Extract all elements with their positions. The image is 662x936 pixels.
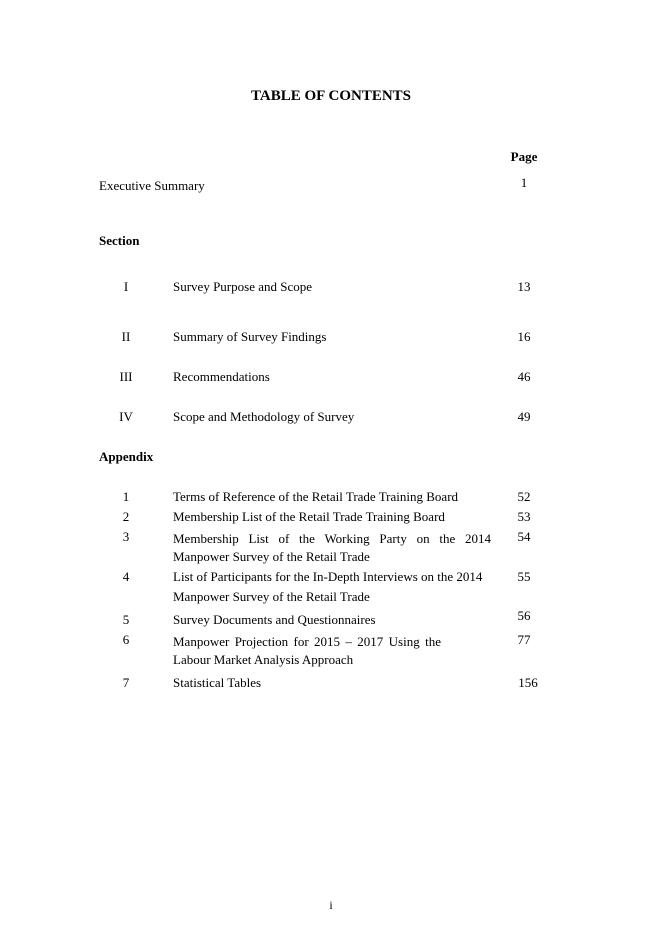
page-title: TABLE OF CONTENTS [250, 88, 412, 104]
appendix-number: 2 [122, 509, 130, 524]
appendix-number: 4 [122, 569, 130, 584]
page-column-header: Page [510, 149, 538, 164]
appendix-title: Membership List of the Retail Trade Training Board [173, 509, 445, 524]
appendix-number: 6 [122, 632, 130, 647]
footer-page-number: i [329, 898, 333, 912]
appendix-number: 7 [122, 675, 130, 690]
appendix-title-line2: Manpower Survey of the Retail Trade [173, 549, 370, 564]
appendix-title: Statistical Tables [173, 675, 262, 690]
appendix-number: 1 [122, 489, 130, 504]
section-page: 49 [517, 409, 531, 424]
appendix-title-line1: Manpower Projection for 2015 – 2017 Using the [173, 634, 441, 649]
section-title: Scope and Methodology of Survey [173, 409, 355, 424]
appendix-page: 55 [517, 569, 531, 584]
appendix-title: Terms of Reference of the Retail Trade Training Board [173, 489, 459, 504]
section-page: 16 [517, 329, 531, 344]
section-number: IV [119, 409, 133, 424]
section-number: I [123, 279, 129, 294]
section-title: Recommendations [173, 369, 270, 384]
appendix-page: 77 [517, 632, 531, 647]
appendix-title-line1: Membership List of the Working Party on the 2014 [173, 531, 491, 546]
executive-summary-page: 1 [520, 175, 528, 190]
appendix-heading: Appendix [99, 449, 154, 464]
appendix-page: 53 [517, 509, 531, 524]
appendix-page: 56 [517, 608, 531, 623]
executive-summary-label: Executive Summary [99, 178, 205, 193]
appendix-number: 5 [122, 612, 130, 627]
section-heading: Section [99, 233, 140, 248]
section-page: 13 [517, 279, 531, 294]
appendix-title: Survey Documents and Questionnaires [173, 612, 376, 627]
section-page: 46 [517, 369, 531, 384]
appendix-title-line2: Manpower Survey of the Retail Trade [173, 589, 370, 604]
appendix-title-line1: List of Participants for the In-Depth Interviews on the 2014 [173, 569, 483, 584]
section-number: III [119, 369, 133, 384]
appendix-number: 3 [122, 529, 130, 544]
appendix-page: 54 [517, 529, 531, 544]
appendix-page: 52 [517, 489, 531, 504]
section-title: Summary of Survey Findings [173, 329, 327, 344]
appendix-title-line2: Labour Market Analysis Approach [173, 652, 354, 667]
section-title: Survey Purpose and Scope [173, 279, 313, 294]
section-number: II [121, 329, 131, 344]
appendix-page: 156 [518, 675, 538, 690]
